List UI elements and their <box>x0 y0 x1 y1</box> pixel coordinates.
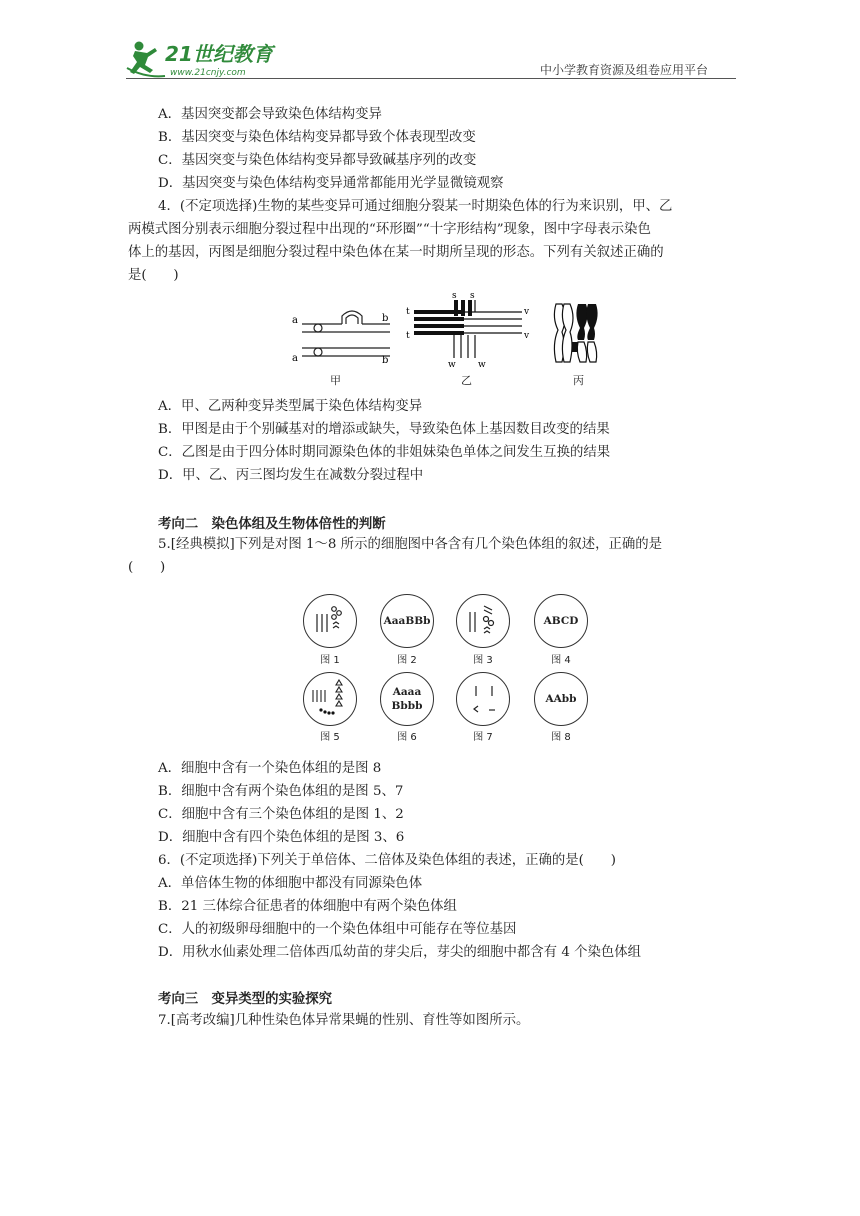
q3-option-a: A．基因突变都会导致染色体结构变异 <box>158 107 382 122</box>
svg-text:b: b <box>382 355 389 366</box>
q4-option-b: B．甲图是由于个别碱基对的增添或缺失，导致染色体上基因数目改变的结果 <box>158 422 610 437</box>
q7-stem: 7.[高考改编]几种性染色体异常果蝇的性别、育性等如图所示。 <box>158 1013 530 1028</box>
svg-text:v: v <box>524 307 530 317</box>
q3-option-c: C．基因突变与染色体结构变异都导致碱基序列的改变 <box>158 153 477 168</box>
cell-figure-2: AaaBBb <box>380 594 434 648</box>
platform-name: 中小学教育资源及组卷应用平台 <box>540 63 709 77</box>
svg-text:a: a <box>292 353 298 364</box>
q4-stem-line: 4．(不定项选择)生物的某些变异可通过细胞分裂某一时期染色体的行为来识别，甲、乙 <box>158 199 673 214</box>
q4-stem-line: 两模式图分别表示细胞分裂过程中出现的“环形圈”“十字形结构”现象，图中字母表示染色 <box>128 222 651 237</box>
q6-option-c: C．人的初级卵母细胞中的一个染色体组中可能存在等位基因 <box>158 922 517 937</box>
q4-option-d: D．甲、乙、丙三图均发生在减数分裂过程中 <box>158 468 424 483</box>
cell-caption-6: 图 6 <box>397 732 417 743</box>
section-heading-2: 考向二 染色体组及生物体倍性的判断 <box>158 517 386 532</box>
q3-option-d: D．基因突变与染色体结构变异通常都能用光学显微镜观察 <box>158 176 504 191</box>
cell-caption-8: 图 8 <box>551 732 571 743</box>
figure-bing-chromosomes <box>548 300 604 368</box>
cell-caption-1: 图 1 <box>320 655 340 666</box>
q4-stem-line: 是( ) <box>128 268 179 283</box>
svg-text:v: v <box>524 331 530 341</box>
q6-stem: 6．(不定项选择)下列关于单倍体、二倍体及染色体组的表述，正确的是( ) <box>158 853 616 868</box>
cell-caption-5: 图 5 <box>320 732 340 743</box>
svg-text:21世纪教育: 21世纪教育 <box>165 42 273 66</box>
cell-figure-3 <box>456 594 510 648</box>
svg-text:b: b <box>382 313 389 324</box>
q5-option-b: B．细胞中含有两个染色体组的是图 5、7 <box>158 784 404 799</box>
figure-jia-loop <box>288 302 392 372</box>
figure-label-yi: 乙 <box>461 374 472 387</box>
header-divider <box>126 78 736 79</box>
svg-text:w: w <box>448 360 456 370</box>
svg-text:s: s <box>470 291 475 301</box>
q3-option-b: B．基因突变与染色体结构变异都导致个体表现型改变 <box>158 130 476 145</box>
section-heading-3: 考向三 变异类型的实验探究 <box>158 992 333 1007</box>
cell-caption-4: 图 4 <box>551 655 571 666</box>
figure-label-jia: 甲 <box>330 374 341 387</box>
svg-text:t: t <box>406 331 410 341</box>
cell-figure-7 <box>456 672 510 726</box>
q6-option-d: D．用秋水仙素处理二倍体西瓜幼苗的芽尖后，芽尖的细胞中都含有 4 个染色体组 <box>158 945 642 960</box>
q5-stem-line: 5.[经典模拟]下列是对图 1～8 所示的细胞图中各含有几个染色体组的叙述，正确的是 <box>158 537 663 552</box>
svg-text:t: t <box>406 307 410 317</box>
svg-text:a: a <box>292 315 298 326</box>
cell-figure-1 <box>303 594 357 648</box>
site-logo <box>125 38 285 82</box>
svg-text:s: s <box>452 291 457 301</box>
q4-option-c: C．乙图是由于四分体时期同源染色体的非姐妹染色单体之间发生互换的结果 <box>158 445 611 460</box>
cell-figure-6: Aaaa Bbbb <box>380 672 434 726</box>
cell-caption-3: 图 3 <box>473 655 493 666</box>
cell-figure-8: AAbb <box>534 672 588 726</box>
q6-option-b: B．21 三体综合征患者的体细胞中有两个染色体组 <box>158 899 457 914</box>
figure-yi-cross <box>404 290 532 370</box>
q4-option-a: A．甲、乙两种变异类型属于染色体结构变异 <box>158 399 423 414</box>
q5-option-c: C．细胞中含有三个染色体组的是图 1、2 <box>158 807 404 822</box>
q6-option-a: A．单倍体生物的体细胞中都没有同源染色体 <box>158 876 423 891</box>
q5-option-d: D．细胞中含有四个染色体组的是图 3、6 <box>158 830 405 845</box>
cell-caption-7: 图 7 <box>473 732 493 743</box>
q4-stem-line: 体上的基因，丙图是细胞分裂过程中染色体在某一时期所呈现的形态。下列有关叙述正确的 <box>128 245 664 260</box>
cell-figure-5 <box>303 672 357 726</box>
svg-text:www.21cnjy.com: www.21cnjy.com <box>170 68 246 78</box>
q5-option-a: A．细胞中含有一个染色体组的是图 8 <box>158 761 382 776</box>
figure-label-bing: 丙 <box>573 374 584 387</box>
q5-stem-line: ( ) <box>128 560 166 575</box>
svg-text:w: w <box>478 360 486 370</box>
cell-caption-2: 图 2 <box>397 655 417 666</box>
cell-figure-4: ABCD <box>534 594 588 648</box>
